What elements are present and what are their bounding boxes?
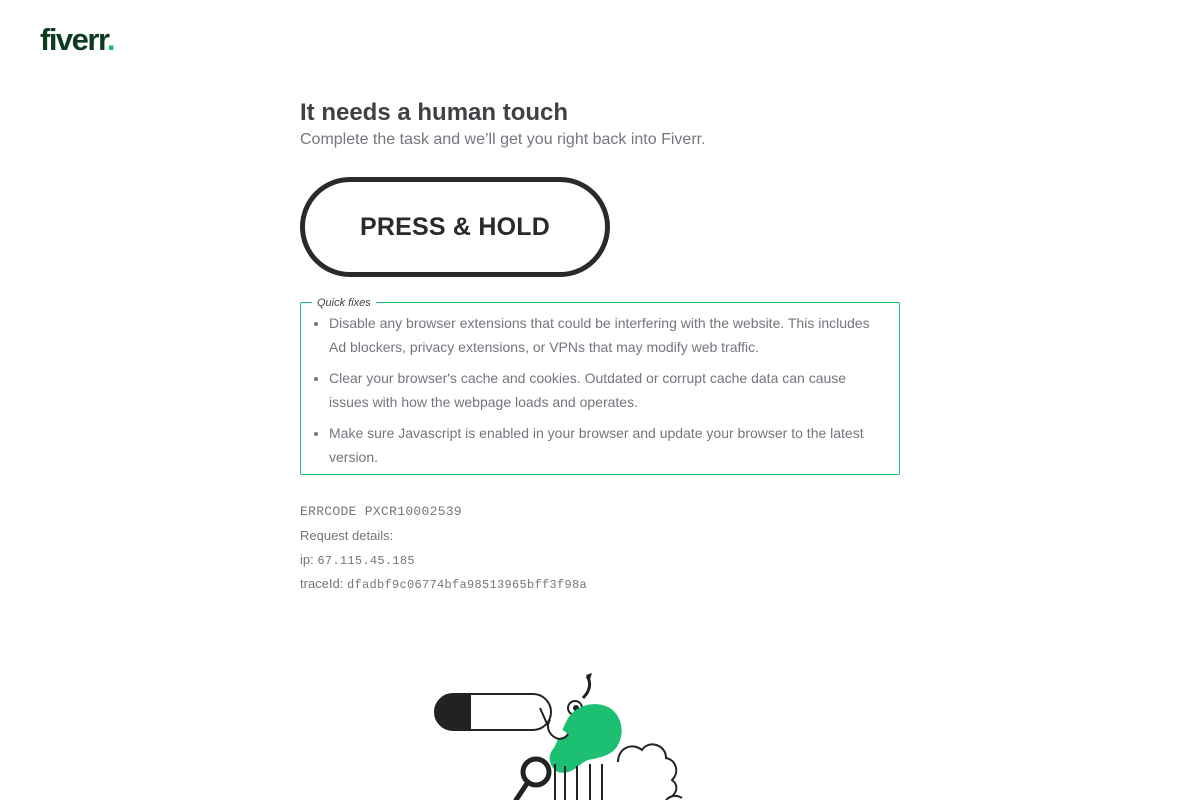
quick-fixes-list — [311, 311, 881, 469]
logo-text: fiverr — [40, 22, 107, 57]
error-code: ERRCODE PXCR10002539 — [300, 504, 463, 519]
press-and-hold-button[interactable]: PRESS & HOLD — [300, 177, 610, 277]
request-ip-row — [300, 552, 415, 569]
quick-fixes-box — [300, 297, 900, 475]
magnifier-icon — [516, 759, 549, 800]
toggle-pill-graphic — [435, 694, 551, 730]
page-title: It needs a human touch — [300, 99, 569, 126]
quick-fix-item: • Disable any browser extensions that could be interfering with the website. This includes Ad blockers, privacy extensions, or VPNs that may modify web traffic. — [329, 311, 881, 359]
ip-label: ip: — [300, 552, 314, 567]
ip-value: 67.115.45.185 — [317, 554, 415, 568]
request-trace-row — [300, 576, 587, 593]
trace-label: traceId: — [300, 576, 344, 591]
logo-dot: . — [106, 22, 114, 57]
quick-fix-item: • Make sure Javascript is enabled in your browser and update your browser to the latest version. — [329, 421, 881, 469]
character-graphic — [540, 673, 682, 800]
trace-value: dfadbf9c06774bfa98513965bff3f98a — [346, 578, 588, 592]
robot-illustration — [430, 672, 710, 800]
quick-fixes-legend: Quick fixes — [312, 296, 376, 310]
main-content — [300, 98, 900, 592]
quick-fix-item: • Clear your browser's cache and cookies. Outdated or corrupt cache data can cause issues with how the webpage loads and operates. — [329, 366, 881, 414]
fiverr-logo[interactable] — [40, 24, 114, 55]
page-subtitle: Complete the task and we’ll get you right back into Fiverr. — [300, 131, 706, 148]
request-details-label: Request details: — [300, 528, 394, 543]
